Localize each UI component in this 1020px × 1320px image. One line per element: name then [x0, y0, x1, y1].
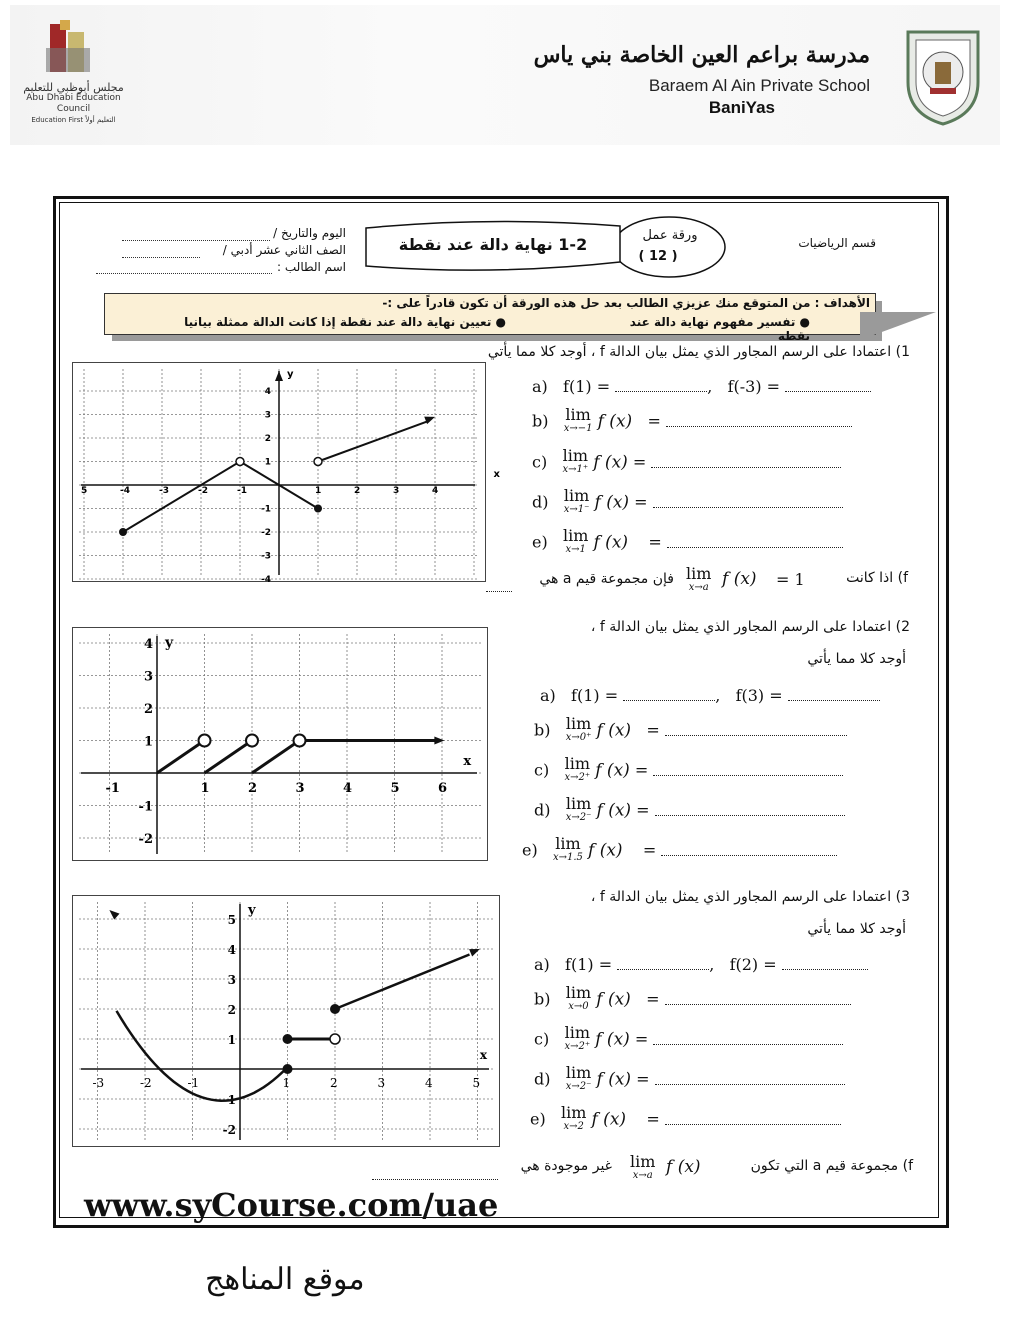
q3-b-eq: = [646, 989, 660, 1009]
council-logo-icon [40, 18, 100, 80]
x-tick-label: 2 [354, 486, 361, 496]
q1-graph-canvas [73, 363, 500, 585]
worksheet-number-bubble [610, 214, 728, 280]
school-location: BaniYas [708, 98, 775, 117]
lesson-title: 1-2 نهاية دالة عند نقطة [398, 235, 588, 254]
y-tick-label: -1 [222, 1093, 236, 1107]
q1-f-fx: f (x) [722, 569, 757, 589]
x-tick-label: 3 [295, 781, 305, 796]
q1-f-lim: lim x→a [686, 564, 712, 593]
q1-d-blank[interactable] [653, 495, 843, 508]
q3-e-label: e) [530, 1109, 546, 1129]
x-tick-label: 5 [390, 781, 400, 796]
q1-a-sep: , [707, 377, 713, 396]
x-tick-label: 5 [81, 486, 88, 496]
q1-f-pre: f) اذا كانت [846, 570, 908, 586]
q3-c-blank[interactable] [653, 1032, 843, 1045]
q3-f-fx: f (x) [666, 1157, 701, 1177]
q3-f-lim: lim x→a [630, 1152, 656, 1181]
closed-point [314, 505, 322, 513]
curve-arrow [109, 910, 119, 920]
y-tick-label: 1 [143, 734, 153, 750]
curve-segment [123, 462, 318, 533]
x-tick-label: 6 [438, 781, 448, 796]
q2-d-label: d) [534, 800, 551, 820]
q1-graph [72, 362, 500, 585]
q2-e-label: e) [522, 840, 538, 860]
q3-f-blank[interactable] [372, 1167, 498, 1180]
x-tick-label: -1 [187, 1076, 200, 1090]
y-tick-label: -2 [138, 832, 153, 847]
q2-b-label: b) [534, 720, 551, 740]
school-name-english: Baraem Al Ain Private School [648, 76, 870, 95]
y-tick-label: -4 [261, 575, 271, 585]
q1-e-label: e) [532, 532, 548, 552]
open-point [246, 735, 258, 747]
q3-a-f1: f(1) = [565, 955, 613, 974]
q2-stem: 2) اعتمادا على الرسم المجاور الذي يمثل بيان الدالة f ، [590, 619, 910, 635]
goals-tail [860, 312, 936, 340]
y-tick-label: 2 [143, 702, 153, 717]
q3-b-fx: f (x) [596, 989, 631, 1010]
x-tick-label: 4 [343, 781, 353, 796]
q3-e-fx: f (x) [591, 1109, 627, 1130]
q3-c-fx: f (x) [595, 1029, 630, 1050]
q2-c-lim: lim x→2⁺ [564, 754, 591, 783]
q2-d-fx: f (x) [596, 800, 632, 821]
q1-b-label: b) [532, 411, 549, 431]
q3-f-row [372, 1152, 917, 1185]
q2-graph [72, 627, 488, 861]
x-tick-label: 1 [200, 781, 210, 796]
x-axis-label: x [463, 754, 472, 769]
y-tick-label: 3 [143, 669, 153, 685]
site-name: موقع المناهج [205, 1262, 365, 1297]
q1-d-row [532, 486, 843, 517]
q1-b-blank[interactable] [666, 414, 852, 427]
q3-f-pre: f) مجموعة قيم a التي تكون [750, 1158, 913, 1174]
x-tick-label: 4 [425, 1076, 433, 1090]
q1-stem: 1) اعتمادا على الرسم المجاور الذي يمثل بيان الدالة f ، أوجد كلا مما يأتي [487, 344, 910, 360]
q2-a-row [540, 686, 880, 705]
x-tick-label: 3 [393, 486, 400, 496]
q3-b-row [534, 983, 851, 1014]
open-point [314, 458, 322, 466]
q3-a-label: a) [534, 955, 550, 974]
q2-c-blank[interactable] [653, 763, 843, 776]
q3-graph-canvas [73, 896, 499, 1146]
y-tick-label: -1 [138, 799, 153, 815]
open-point [199, 735, 211, 747]
curve-segment [205, 741, 253, 774]
y-tick-label: 4 [143, 637, 153, 652]
q3-d-blank[interactable] [655, 1072, 845, 1085]
y-axis-label: y [165, 635, 174, 651]
q3-c-label: c) [534, 1029, 550, 1049]
y-tick-label: 3 [264, 410, 271, 421]
goal-1-text: تفسير مفهوم نهاية دالة عند نقطة [629, 315, 810, 343]
q3-d-lim: lim x→2⁻ [565, 1063, 592, 1092]
x-tick-label: -1 [237, 486, 247, 496]
q3-e-lim: lim x→2 [560, 1103, 587, 1132]
q2-d-eq: = [636, 800, 650, 820]
y-tick-label: 5 [227, 913, 236, 927]
day-date-field[interactable] [122, 230, 270, 241]
q1-f-eq: = 1 [776, 570, 805, 589]
closed-point [283, 1034, 293, 1044]
q1-b-eq: = [647, 411, 661, 431]
x-tick-label: 4 [432, 486, 439, 496]
q1-a-blank-2[interactable] [785, 379, 871, 392]
x-tick-label: -3 [92, 1076, 105, 1090]
q1-d-lim: lim x→1⁻ [563, 486, 590, 515]
q1-c-lim: lim x→1⁺ [562, 446, 589, 475]
goal-2-text: تعيين نهاية دالة عند نقطة إذا كانت الدالة ممثلة بيانيا [184, 315, 492, 329]
q3-e-eq: = [646, 1109, 660, 1129]
x-tick-label: 2 [330, 1076, 338, 1090]
q1-a-row [532, 377, 871, 396]
q3-c-eq: = [634, 1029, 649, 1049]
q1-b-fx: f (x) [597, 411, 633, 432]
y-axis-arrow [275, 371, 283, 381]
day-date-label: اليوم والتاريخ / [273, 226, 346, 240]
q2-a-label: a) [540, 686, 556, 705]
q1-d-label: d) [532, 492, 549, 512]
header-banner [10, 5, 1000, 145]
q2-e-fx: f (x) [588, 840, 623, 861]
y-axis-label: y [248, 903, 256, 918]
q2-b-fx: f (x) [596, 720, 632, 741]
q2-a-blank-2[interactable] [788, 688, 880, 701]
open-point [294, 735, 306, 747]
x-tick-label: -1 [105, 781, 120, 796]
q2-a-f2: f(3) = [735, 686, 783, 705]
q2-c-fx: f (x) [595, 760, 630, 781]
curve-segment [157, 741, 205, 774]
y-tick-label: -1 [261, 504, 271, 515]
open-point [236, 458, 244, 466]
q1-e-blank[interactable] [667, 535, 843, 548]
q1-d-eq: = [634, 492, 648, 512]
q2-graph-canvas [73, 628, 487, 860]
worksheet-label: ورقة عمل [642, 228, 698, 243]
q2-e-lim: lim x→1.5 [552, 834, 583, 863]
y-tick-label: 2 [227, 1003, 236, 1017]
q2-b-eq: = [646, 720, 660, 740]
student-name-label: اسم الطالب : [277, 260, 346, 274]
q2-d-blank[interactable] [655, 803, 845, 816]
q1-e-row [532, 526, 843, 557]
student-name-field[interactable] [96, 263, 272, 274]
q1-a-label: a) [532, 377, 548, 396]
q1-d-fx: f (x) [594, 492, 630, 513]
y-tick-label: 4 [264, 387, 271, 397]
closed-point [330, 1004, 340, 1014]
goal-1: ● تفسير مفهوم نهاية دالة عند نقطة [629, 315, 810, 343]
q3-a-row [534, 955, 868, 974]
q2-b-row [534, 714, 847, 745]
q1-f-post: فإن مجموعة قيم a هي [539, 571, 674, 587]
x-tick-label: 1 [282, 1076, 291, 1090]
q3-c-lim: lim x→2⁺ [564, 1023, 591, 1052]
q2-e-eq: = [642, 840, 657, 860]
y-axis-label: y [287, 369, 294, 380]
q1-a-f1: f(1) = [563, 377, 611, 396]
x-tick-label: -4 [120, 486, 130, 496]
q3-graph [72, 895, 500, 1147]
q3-d-eq: = [636, 1069, 650, 1089]
x-tick-label: -2 [140, 1076, 152, 1090]
y-tick-label: 4 [227, 943, 236, 957]
curve-segment [252, 741, 300, 774]
x-tick-label: 2 [248, 781, 258, 796]
q3-d-label: d) [534, 1069, 551, 1089]
q3-b-lim: lim x→0 [565, 983, 592, 1012]
q2-a-sep: , [715, 686, 721, 705]
x-axis-label: x [493, 469, 500, 480]
grade-field[interactable] [122, 247, 200, 258]
q2-c-eq: = [634, 760, 649, 780]
school-crest-icon [900, 24, 986, 126]
closed-point [283, 1064, 293, 1074]
q2-d-row [534, 794, 845, 825]
q1-a-f2: f(-3) = [727, 377, 781, 396]
q1-e-lim: lim x→1 [562, 526, 589, 555]
open-point [330, 1034, 340, 1044]
q1-c-eq: = [632, 452, 647, 472]
curve-arrow [469, 949, 480, 957]
closed-point [119, 528, 127, 536]
q2-d-lim: lim x→2⁻ [565, 794, 592, 823]
q2-c-row [534, 754, 843, 785]
q3-a-f2: f(2) = [729, 955, 777, 974]
x-tick-label: 1 [315, 486, 322, 496]
department-label: قسم الرياضيات [798, 236, 876, 250]
q2-a-f1: f(1) = [571, 686, 619, 705]
website-link[interactable]: www.syCourse.com/uae [84, 1186, 499, 1224]
q3-d-fx: f (x) [596, 1069, 632, 1090]
q1-c-blank[interactable] [651, 455, 841, 468]
q1-a-blank-1[interactable] [615, 379, 707, 392]
q3-e-row [530, 1103, 841, 1134]
q2-c-label: c) [534, 760, 550, 780]
q1-f-blank[interactable] [486, 579, 512, 592]
y-tick-label: -3 [261, 551, 271, 562]
q1-b-lim: lim x→−1 [563, 405, 593, 434]
q3-d-row [534, 1063, 845, 1094]
q1-e-fx: f (x) [593, 532, 629, 553]
q2-e-blank[interactable] [661, 843, 837, 856]
curve-arrow [434, 737, 444, 745]
grade-label: الصف الثاني عشر أدبي / [222, 243, 346, 257]
y-tick-label: 1 [264, 457, 271, 468]
q3-c-row [534, 1023, 843, 1054]
q3-b-label: b) [534, 989, 551, 1009]
q2-b-lim: lim x→0⁺ [565, 714, 592, 743]
q1-c-row [532, 446, 841, 477]
y-tick-label: -2 [222, 1123, 236, 1137]
y-tick-label: 1 [227, 1033, 236, 1047]
y-tick-label: 3 [227, 973, 236, 987]
q3-a-sep: , [709, 955, 715, 974]
worksheet-number: ( 12 ) [638, 249, 678, 264]
x-tick-label: -3 [159, 486, 169, 496]
curve-ray [335, 955, 470, 1010]
q3-a-blank-2[interactable] [782, 957, 868, 970]
y-tick-label: 2 [264, 434, 271, 444]
y-tick-label: -2 [261, 528, 271, 538]
q1-b-row [532, 405, 852, 436]
council-text: مجلس أبوظبي للتعليم Abu Dhabi Education Council Education First التعليم أولاً [23, 81, 124, 124]
q2-b-blank[interactable] [665, 723, 847, 736]
q3-stem: 3) اعتمادا على الرسم المجاور الذي يمثل بيان الدالة f ، [590, 889, 910, 905]
q2-e-row [522, 834, 837, 865]
q2-a-blank-1[interactable] [623, 688, 715, 701]
q2-stem-2: أوجد كلا مما يأتي [807, 651, 906, 667]
school-name-arabic: مدرسة براعم العين الخاصة بني ياس [533, 42, 870, 68]
x-axis-label: x [479, 1048, 488, 1062]
goals-intro: الأهداف : من المتوقع منك عزيزي الطالب بعد حل هذه الورقة أن تكون قادراً على :- [382, 296, 870, 310]
q1-c-label: c) [532, 452, 548, 472]
x-tick-label: -2 [198, 486, 208, 496]
q3-b-blank[interactable] [665, 992, 851, 1005]
q1-e-eq: = [648, 532, 662, 552]
q1-f-row [486, 564, 916, 597]
curve-ray [318, 421, 429, 462]
q3-stem-2: أوجد كلا مما يأتي [807, 921, 906, 937]
q1-c-fx: f (x) [593, 452, 628, 473]
goal-2: ● تعيين نهاية دالة عند نقطة إذا كانت الدالة ممثلة بيانيا [184, 315, 506, 329]
q3-e-blank[interactable] [665, 1112, 841, 1125]
x-tick-label: 3 [377, 1076, 386, 1090]
q3-f-post: غير موجودة هي [520, 1158, 612, 1174]
q3-a-blank-1[interactable] [617, 957, 709, 970]
x-tick-label: 5 [472, 1076, 481, 1090]
